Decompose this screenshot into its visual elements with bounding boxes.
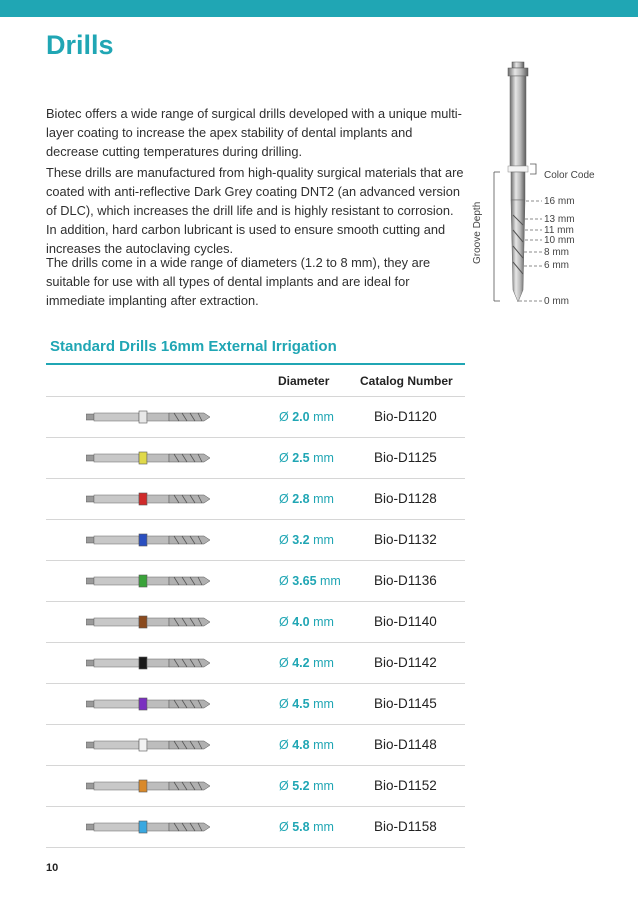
diameter-value [279,533,334,547]
drill-image [86,410,211,424]
depth-mark-0: 0 mm [544,296,569,307]
drill-image [86,779,211,793]
diameter-unit: mm [309,697,334,711]
diameter-number: 2.0 [292,410,310,424]
drill-color-band [139,534,147,546]
depth-mark-16: 16 mm [544,196,575,207]
drill-part [147,495,169,503]
diameter-symbol: Ø [279,697,293,711]
catalog-number: Bio-D1158 [374,819,437,834]
table-row [46,684,465,725]
catalog-number: Bio-D1136 [374,573,437,588]
diameter-unit: mm [309,451,334,465]
drill-part [94,413,139,421]
diameter-number: 4.5 [292,697,310,711]
drill-image [86,451,211,465]
drill-image [86,533,211,547]
drill-part [86,742,94,748]
table-row [46,561,465,602]
drill-part [147,413,169,421]
catalog-number: Bio-D1125 [374,450,437,465]
catalog-number: Bio-D1128 [374,491,437,506]
drill-image [86,574,211,588]
diameter-number: 2.5 [292,451,310,465]
catalog-number: Bio-D1140 [374,614,437,629]
drill-part [86,455,94,461]
drill-part [94,700,139,708]
drill-part [94,495,139,503]
drill-part [147,700,169,708]
drill-part [94,659,139,667]
depth-mark-10: 10 mm [544,235,575,246]
diameter-symbol: Ø [279,656,293,670]
drill-part [147,659,169,667]
diameter-value [279,820,334,834]
table-row [46,397,465,438]
catalog-number: Bio-D1142 [374,655,437,670]
page-title: Drills [46,30,114,60]
drill-color-band [139,411,147,423]
diameter-number: 3.65 [292,574,317,588]
diameter-number: 5.2 [292,779,310,793]
diameter-unit: mm [316,574,341,588]
diameter-number: 3.2 [292,533,310,547]
drill-part [147,782,169,790]
drill-depth-diagram [470,50,630,315]
drill-part [94,741,139,749]
diameter-number: 4.2 [292,656,310,670]
diameter-symbol: Ø [279,410,293,424]
catalog-number: Bio-D1120 [374,409,437,424]
drill-image [86,697,211,711]
drill-color-band [139,575,147,587]
depth-mark-11: 11 mm [544,225,574,236]
drill-image [86,820,211,834]
groove-depth-label: Groove Depth [472,201,483,264]
table-section-title: Standard Drills 16mm External Irrigation [50,338,337,355]
depth-mark-6: 6 mm [544,260,569,271]
header-catalog-number: Catalog Number [360,374,453,388]
diameter-symbol: Ø [279,738,293,752]
diameter-value [279,410,334,424]
drill-part [86,660,94,666]
page-number: 10 [46,862,59,874]
catalog-number: Bio-D1152 [374,778,437,793]
table-row [46,479,465,520]
diameter-unit: mm [309,615,334,629]
catalog-number: Bio-D1132 [374,532,437,547]
diameter-symbol: Ø [279,451,293,465]
color-code-label: Color Code [544,170,595,181]
diameter-unit: mm [309,492,334,506]
drill-image [86,492,211,506]
intro-paragraph-1: Biotec offers a wide range of surgical drills developed with a unique multi-layer coating to increase the apex stability of dental implants and decrease cutting temperatures during drilling. [46,106,462,159]
intro-paragraph-3: The drills come in a wide range of diameters (1.2 to 8 mm), they are suitable for use with all types of dental implants and are ideal for immediate implanting after extraction. [46,255,431,308]
diameter-symbol: Ø [279,820,293,834]
header-diameter: Diameter [278,374,330,388]
diameter-value [279,492,334,506]
drill-part [86,537,94,543]
diameter-value [279,451,334,465]
drill-color-band [139,698,147,710]
drill-part [94,782,139,790]
drill-image [86,656,211,670]
table-row [46,602,465,643]
drill-part [147,454,169,462]
diameter-unit: mm [309,410,334,424]
drill-part [147,577,169,585]
drill-color-band [139,780,147,792]
catalog-number: Bio-D1145 [374,696,437,711]
drill-part [86,619,94,625]
drill-part [86,783,94,789]
diameter-unit: mm [309,738,334,752]
diameter-number: 4.0 [292,615,310,629]
drill-color-band [139,616,147,628]
diameter-number: 4.8 [292,738,310,752]
drill-part [147,618,169,626]
diameter-unit: mm [309,656,334,670]
diameter-unit: mm [309,820,334,834]
diameter-value [279,574,341,588]
table-row [46,807,465,848]
diameter-value [279,656,334,670]
drill-part [86,824,94,830]
diameter-symbol: Ø [279,533,293,547]
catalog-number: Bio-D1148 [374,737,437,752]
drill-color-band [139,493,147,505]
table-row [46,438,465,479]
diameter-symbol: Ø [279,779,293,793]
drill-part [86,414,94,420]
drill-color-band [139,452,147,464]
table-row [46,520,465,561]
drill-image [86,738,211,752]
drill-color-band [139,739,147,751]
table-body [46,397,465,848]
diameter-unit: mm [309,779,334,793]
table-row [46,766,465,807]
drill-part [94,536,139,544]
drill-image [86,615,211,629]
diameter-value [279,738,334,752]
diameter-number: 5.8 [292,820,310,834]
drill-part [94,618,139,626]
drill-part [86,701,94,707]
intro-paragraph-2: These drills are manufactured from high-quality surgical materials that are coated with anti-reflective Dark Grey coating DNT2 (an advanced version of DLC), which increases the drill life and is highly resistant to corrosion. In addition, hard carbon lubricant is used to ensure smooth cutting and increases the autoclaving cycles. [46,165,464,256]
diameter-value [279,697,334,711]
drill-part [94,823,139,831]
depth-mark-13: 13 mm [544,214,575,225]
table-row [46,725,465,766]
table-header [46,365,465,397]
diameter-symbol: Ø [279,574,293,588]
depth-mark-8: 8 mm [544,247,569,258]
drill-part [86,496,94,502]
drill-part [147,741,169,749]
top-accent-bar [0,0,638,17]
drill-color-band [139,657,147,669]
diameter-number: 2.8 [292,492,310,506]
table-row [46,643,465,684]
drill-part [94,577,139,585]
diameter-value [279,779,334,793]
drill-part [94,454,139,462]
diameter-unit: mm [309,533,334,547]
diameter-symbol: Ø [279,615,293,629]
drill-color-band [139,821,147,833]
drills-table [46,363,465,848]
drill-part [86,578,94,584]
drill-part [147,823,169,831]
diameter-symbol: Ø [279,492,293,506]
diameter-value [279,615,334,629]
drill-part [147,536,169,544]
